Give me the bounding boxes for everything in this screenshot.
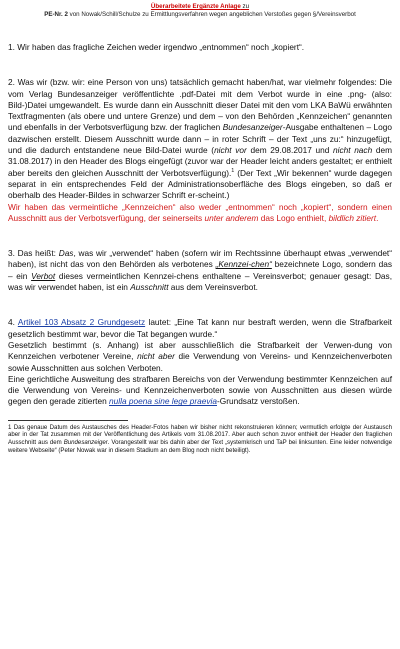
paragraph-4: [8, 317, 392, 407]
paragraph-3-text: , was wir „verwendet“ haben (sofern wir im Rechtssinne überhaupt etwas „verwendet“ haben), ist nicht das von den Behörden als verbotenes: [8, 248, 393, 270]
paragraph-1: [8, 42, 392, 53]
paragraph-4-emphasis: nicht aber: [137, 351, 175, 362]
paragraph-3-emphasis: Das: [58, 248, 74, 259]
paragraph-2-text: -Ausgabe enthaltenen – Logo dazwischen erstellt. Diesem Ausschnitt wurde dann – in roter Schrift – der Text „uns zu:“ hinzugefügt, und die dadurch entstandene neue Bild-Datei wurde (: [8, 122, 392, 156]
paragraph-4-text: lautet: „Eine Tat kann nur bestraft werden, wenn die Strafbarkeit gesetzlich bestimmt war, bevor die Tat begangen wurde.“: [8, 317, 392, 339]
footnote-text: . Vorangestellt war bis dahin aber der Text „systemkrisch und TaP bei linksunten. Eine leider notwendige weitere Webseite“ (Peter Nowak war in diesem Stadium an dem Blog noch nicht beteiligt).: [8, 438, 392, 454]
paragraph-3-text: bezeichnete Logo, sondern das – ein: [8, 259, 392, 281]
footnote-text: 1 Das genaue Datum des Austausches des Header-Fotos haben wir bisher nicht rekonstruieren können; vermutlich erfolgte der Austausch aber in der Tat zusammen mit der Veröffentlichung des Artikels vom 31.08.2017. Aber auch schon zuvor enthielt der Header den fraglichen Ausschnitt aus dem: [8, 423, 392, 446]
paragraph-2-text: dem 31.08.2017) in den Header des Blogs eingefügt (zuvor war der Header leicht anders gestaltet; er enthielt aber bereits den gleichen Ausschnitt der Verbotsverfügung).: [8, 145, 393, 178]
paragraph-3-emphasis: Verbot: [31, 270, 56, 281]
paragraph-3: [8, 248, 392, 293]
paragraph-1-text: 1. Wir haben das fragliche Zeichen weder irgendwo „entnommen“ noch „kopiert“.: [8, 42, 305, 52]
paragraph-3-emphasis: Ausschnitt: [130, 282, 169, 293]
header-title: Überarbeitete Ergänzte Anlage: [150, 3, 241, 10]
header-subtitle: von Nowak/Schill/Schulze zu Ermittlungsverfahren wegen angeblichen Verstoßes gegen §/Vereinsverbot: [67, 11, 356, 18]
paragraph-2-emphasis: nicht nach: [333, 145, 373, 156]
paragraph-3-text: 3. Das heißt:: [8, 248, 59, 259]
paragraph-3-text: dieses vermeintlichen Kennzei-chens enthaltene – Vereinsverbot; genauer gesagt: Das, was wir verwendet haben, ist ein: [8, 270, 393, 293]
grundgesetz-link[interactable]: Artikel 103 Absatz 2 Grundgesetz: [17, 317, 146, 328]
paragraph-4-text: Gesetzlich bestimmt (s. Anhang) ist aber ausschließlich die Strafbarkeit der Verwen-dung von Kennzeichen verbotener Vereine,: [8, 339, 392, 362]
paragraph-2-emphasis: nicht vor: [214, 145, 247, 156]
document-header: [8, 3, 392, 19]
paragraph-2-text: (Der Text „Wir bekennen“ wurde dagegen separat in ein entsprechendes Feld der Administrationsoberfläche des Blogs eingeben, so daß er oberhalb des Header-Bildes in schwarzer Schrift er-scheint.): [8, 167, 392, 201]
paragraph-2: [8, 77, 392, 224]
footnote-reference[interactable]: 1: [231, 167, 235, 174]
paragraph-4-text: -Grundsatz verstoßen.: [216, 396, 300, 407]
paragraph-4-text: Eine gerichtliche Ausweitung des strafbaren Bereichs von der Verwendung bestimmter Kennzeichen auf die Verwendung von Vereins- und Kennzeichenverboten sowie von Ausschnitten aus diesen würde gegen den gerade zitierten: [8, 373, 392, 407]
paragraph-4-text: die Verwendung von Vereins- und Kennzeichenverboten sowie Ausschnitten aus solchen Verboten.: [8, 351, 392, 373]
footnote-emphasis: Bundesanzeiger: [63, 438, 108, 446]
paragraph-2-emphasis: Bundesanzeiger: [222, 122, 283, 133]
header-title-tail: zu: [242, 3, 250, 10]
paragraph-2-text: 2. Was wir (bzw. wir: eine Person von uns) tatsächlich gemacht haben/hat, war vielmehr folgendes: Die vom Verlag Bundesanzeiger veröffentlichte .pdf-Datei mit dem Verbot wurde in eine .png- (also: Bild-)Datei umgewandelt. Es wurde dann ein Ausschnitt dieser Datei mit den vom LKA BaWü erwähnten Textfragmenten (als obere und untere Grenze) und dem – von den Behörden „Kennzeichen“ genannten und ebenfalls in der Verbotsverfügung bzw. der fraglichen: [8, 77, 392, 133]
footnote-1: [8, 424, 392, 454]
paragraph-3-emphasis: „Kennzei-chen“: [215, 259, 272, 270]
header-pe-number: PE-Nr. 2: [44, 11, 68, 18]
paragraph-2-red-conclusion: Wir haben das vermeintliche „Kennzeichen“ also weder „entnommen“ noch „kopiert“, sondern einen Ausschnitt aus der Verbotsverfügung, der seinerseits unter anderem das Logo enthielt, bildlich zitiert.: [8, 201, 392, 223]
paragraph-2-text: dem 29.08.2017 und: [246, 145, 333, 156]
nulla-poena-link[interactable]: nulla poena sine lege praevia: [109, 396, 217, 407]
paragraph-4-number: 4.: [8, 317, 18, 328]
footnote-divider: [8, 420, 128, 421]
paragraph-3-text: aus dem Vereinsverbot.: [168, 282, 258, 293]
